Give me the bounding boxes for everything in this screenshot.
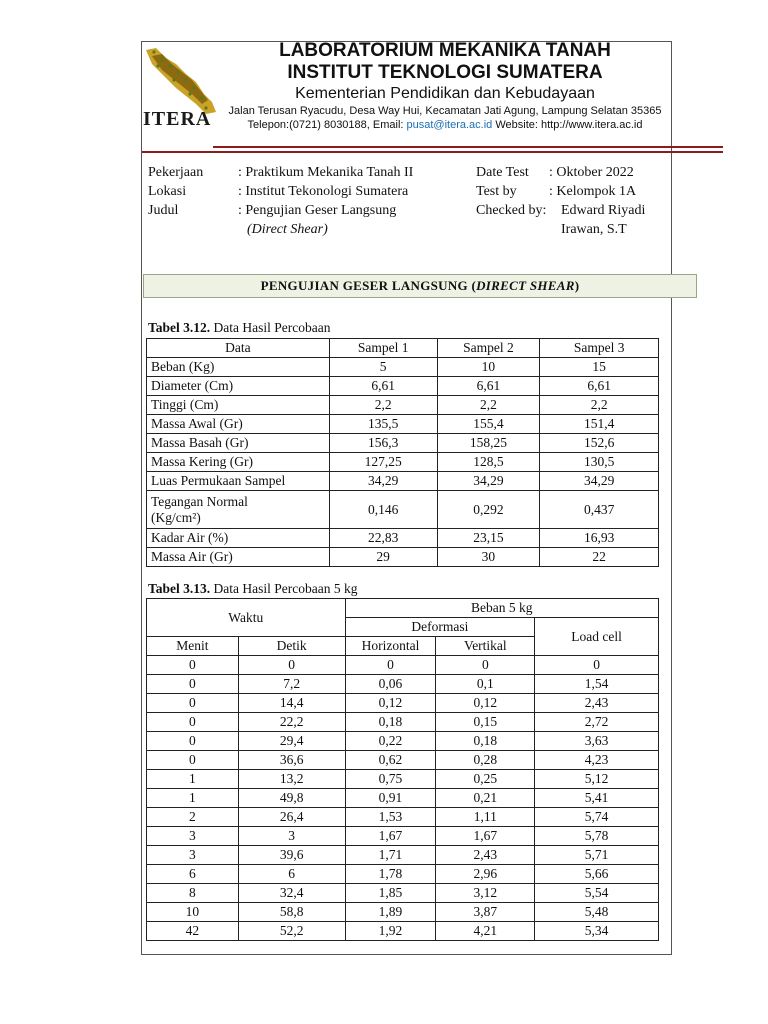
table-row — [147, 827, 659, 846]
cell: 5,48 — [535, 903, 659, 922]
cell: 1,71 — [345, 846, 436, 865]
itera-logo-text: ITERA — [143, 108, 212, 130]
checked-by-value: Edward Riyadi — [561, 203, 646, 218]
cell: 0 — [147, 694, 239, 713]
cell: 5,41 — [535, 789, 659, 808]
cell: 5,54 — [535, 884, 659, 903]
table-row — [147, 434, 659, 453]
cell: 22,83 — [329, 529, 437, 548]
table-row — [147, 415, 659, 434]
table-header-row — [147, 339, 659, 358]
checked-by-value-2: Irawan, S.T — [561, 222, 627, 237]
cell: 34,29 — [437, 472, 540, 491]
lokasi-value: : Institut Tekonologi Sumatera — [238, 184, 409, 199]
table-row — [147, 770, 659, 789]
banner-text-b: DIRECT SHEAR — [476, 278, 575, 293]
cell: 10 — [437, 358, 540, 377]
cell: 14,4 — [238, 694, 345, 713]
cell: 3 — [147, 846, 239, 865]
cell: 3,63 — [535, 732, 659, 751]
cell: 4,23 — [535, 751, 659, 770]
table1-caption-bold: Tabel 3.12. — [148, 320, 211, 335]
table-row — [147, 548, 659, 567]
menit-header: Menit — [147, 637, 239, 656]
cell: 0 — [147, 675, 239, 694]
cell: 34,29 — [329, 472, 437, 491]
table-row — [147, 846, 659, 865]
cell: 4,21 — [436, 922, 535, 941]
contact-line — [212, 119, 678, 131]
cell: 128,5 — [437, 453, 540, 472]
judul-value: : Pengujian Geser Langsung — [238, 203, 397, 218]
ministry-name: Kementerian Pendidikan dan Kebudayaan — [295, 85, 595, 102]
cell: 130,5 — [540, 453, 659, 472]
cell: 32,4 — [238, 884, 345, 903]
cell: 5,34 — [535, 922, 659, 941]
cell: 0 — [345, 656, 436, 675]
cell: 7,2 — [238, 675, 345, 694]
header-rule-top — [213, 146, 723, 148]
vertikal-header: Vertikal — [436, 637, 535, 656]
cell: 0,28 — [436, 751, 535, 770]
table-header-cell: Sampel 1 — [329, 339, 437, 358]
cell: 5,78 — [535, 827, 659, 846]
cell: 0 — [147, 732, 239, 751]
cell: 0,12 — [345, 694, 436, 713]
table-row — [147, 656, 659, 675]
cell: 0,15 — [436, 713, 535, 732]
cell: 1,67 — [345, 827, 436, 846]
cell: 13,2 — [238, 770, 345, 789]
test-by-value: : Kelompok 1A — [549, 184, 637, 199]
cell: 3 — [238, 827, 345, 846]
cell: 3,12 — [436, 884, 535, 903]
cell: 0 — [238, 656, 345, 675]
judul-label: Judul — [148, 203, 179, 218]
row-label: Massa Air (Gr) — [147, 548, 330, 567]
phone-text: Telepon:(0721) 8030188, Email: — [247, 119, 407, 131]
banner-text-c: ) — [574, 278, 580, 293]
table-row — [147, 529, 659, 548]
cell: 0,18 — [345, 713, 436, 732]
cell: 16,93 — [540, 529, 659, 548]
table-row — [147, 808, 659, 827]
cell: 52,2 — [238, 922, 345, 941]
judul-value-english: (Direct Shear) — [247, 222, 328, 237]
load-cell-header: Load cell — [535, 618, 659, 656]
cell: 6,61 — [437, 377, 540, 396]
cell: 23,15 — [437, 529, 540, 548]
banner-text-a: PENGUJIAN GESER LANGSUNG ( — [260, 278, 477, 293]
table-row — [147, 453, 659, 472]
cell: 0 — [147, 751, 239, 770]
cell: 42 — [147, 922, 239, 941]
cell: 5,12 — [535, 770, 659, 789]
table-row — [147, 472, 659, 491]
table-header-cell: Data — [147, 339, 330, 358]
cell: 152,6 — [540, 434, 659, 453]
cell: 6,61 — [540, 377, 659, 396]
cell: 2,43 — [436, 846, 535, 865]
cell: 0,146 — [329, 491, 437, 529]
test-by-label: Test by — [476, 184, 517, 199]
table-row — [147, 789, 659, 808]
row-label: Diameter (Cm) — [147, 377, 330, 396]
cell: 6,61 — [329, 377, 437, 396]
cell: 22,2 — [238, 713, 345, 732]
date-value: : Oktober 2022 — [549, 165, 634, 180]
row-label: Tinggi (Cm) — [147, 396, 330, 415]
email-link[interactable]: pusat@itera.ac.id — [406, 119, 493, 131]
lab-name: LABORATORIUM MEKANIKA TANAH — [279, 40, 611, 61]
cell: 1 — [147, 770, 239, 789]
table-row — [147, 732, 659, 751]
row-label: Massa Basah (Gr) — [147, 434, 330, 453]
cell: 39,6 — [238, 846, 345, 865]
cell: 5 — [329, 358, 437, 377]
cell: 0,18 — [436, 732, 535, 751]
waktu-header: Waktu — [147, 599, 346, 637]
table2-caption-bold: Tabel 3.13. — [148, 581, 211, 596]
table-row — [147, 396, 659, 415]
cell: 15 — [540, 358, 659, 377]
section-banner — [143, 274, 697, 298]
cell: 2,96 — [436, 865, 535, 884]
cell: 1,67 — [436, 827, 535, 846]
cell: 0,1 — [436, 675, 535, 694]
table-row — [147, 922, 659, 941]
beban-header: Beban 5 kg — [345, 599, 658, 618]
cell: 29 — [329, 548, 437, 567]
cell: 22 — [540, 548, 659, 567]
cell: 49,8 — [238, 789, 345, 808]
detik-header: Detik — [238, 637, 345, 656]
table1-caption-rest: Data Hasil Percobaan — [210, 320, 331, 335]
cell: 1,54 — [535, 675, 659, 694]
cell: 2,2 — [437, 396, 540, 415]
cell: 1,11 — [436, 808, 535, 827]
cell: 155,4 — [437, 415, 540, 434]
cell: 1,53 — [345, 808, 436, 827]
table-row — [147, 377, 659, 396]
table-row — [147, 903, 659, 922]
cell: 0,292 — [437, 491, 540, 529]
table-row — [147, 751, 659, 770]
row-label-tegangan — [147, 491, 330, 529]
table2-caption-rest: Data Hasil Percobaan 5 kg — [210, 581, 358, 596]
cell: 6 — [238, 865, 345, 884]
table2-body — [147, 656, 659, 941]
cell: 1,85 — [345, 884, 436, 903]
cell: 135,5 — [329, 415, 437, 434]
table2-caption — [148, 581, 357, 597]
cell: 3 — [147, 827, 239, 846]
cell: 5,66 — [535, 865, 659, 884]
cell: 0,25 — [436, 770, 535, 789]
row-label: Massa Awal (Gr) — [147, 415, 330, 434]
address: Jalan Terusan Ryacudu, Desa Way Hui, Kecamatan Jati Agung, Lampung Selatan 35365 — [228, 105, 662, 117]
cell: 2,2 — [540, 396, 659, 415]
row-label: Luas Permukaan Sampel — [147, 472, 330, 491]
cell: 26,4 — [238, 808, 345, 827]
cell: 0 — [436, 656, 535, 675]
table-row — [147, 884, 659, 903]
row-label: Kadar Air (%) — [147, 529, 330, 548]
cell: 0,22 — [345, 732, 436, 751]
cell: 5,71 — [535, 846, 659, 865]
cell: 127,25 — [329, 453, 437, 472]
tegangan-label: Tegangan Normal — [151, 493, 248, 509]
institute-name: INSTITUT TEKNOLOGI SUMATERA — [287, 62, 603, 83]
table-row — [147, 358, 659, 377]
cell: 10 — [147, 903, 239, 922]
table-row — [147, 675, 659, 694]
cell: 158,25 — [437, 434, 540, 453]
cell: 151,4 — [540, 415, 659, 434]
pekerjaan-value: : Praktikum Mekanika Tanah II — [238, 165, 414, 180]
table-hasil-5kg — [146, 598, 659, 941]
table-header-row — [147, 599, 659, 618]
cell: 0,21 — [436, 789, 535, 808]
table-row — [147, 694, 659, 713]
row-label: Massa Kering (Gr) — [147, 453, 330, 472]
cell: 29,4 — [238, 732, 345, 751]
table-row — [147, 491, 659, 529]
cell: 1,78 — [345, 865, 436, 884]
cell: 0,06 — [345, 675, 436, 694]
cell: 2,2 — [329, 396, 437, 415]
cell: 2,72 — [535, 713, 659, 732]
cell: 58,8 — [238, 903, 345, 922]
cell: 0 — [147, 656, 239, 675]
cell: 0,75 — [345, 770, 436, 789]
header-rule-bottom — [142, 151, 723, 153]
cell: 36,6 — [238, 751, 345, 770]
row-label: Beban (Kg) — [147, 358, 330, 377]
cell: 30 — [437, 548, 540, 567]
deformasi-header: Deformasi — [345, 618, 535, 637]
table-header-cell: Sampel 3 — [540, 339, 659, 358]
cell: 2,43 — [535, 694, 659, 713]
table-data-hasil — [146, 338, 659, 567]
cell: 3,87 — [436, 903, 535, 922]
tegangan-unit: (Kg/cm²) — [151, 509, 201, 525]
cell: 0 — [147, 713, 239, 732]
table-header-cell: Sampel 2 — [437, 339, 540, 358]
date-label: Date Test — [476, 165, 529, 180]
cell: 8 — [147, 884, 239, 903]
table-row — [147, 865, 659, 884]
cell: 34,29 — [540, 472, 659, 491]
table1-caption — [148, 320, 330, 336]
cell: 156,3 — [329, 434, 437, 453]
checked-by-label: Checked by: — [476, 203, 547, 218]
table-row — [147, 713, 659, 732]
horizontal-header: Horizontal — [345, 637, 436, 656]
cell: 0,62 — [345, 751, 436, 770]
cell: 0 — [535, 656, 659, 675]
cell: 6 — [147, 865, 239, 884]
lokasi-label: Lokasi — [148, 184, 187, 199]
cell: 5,74 — [535, 808, 659, 827]
cell: 1,89 — [345, 903, 436, 922]
cell: 1,92 — [345, 922, 436, 941]
cell: 0,12 — [436, 694, 535, 713]
cell: 0,91 — [345, 789, 436, 808]
website-text: Website: http://www.itera.ac.id — [492, 119, 643, 131]
pekerjaan-label: Pekerjaan — [148, 165, 204, 180]
cell: 0,437 — [540, 491, 659, 529]
cell: 1 — [147, 789, 239, 808]
cell: 2 — [147, 808, 239, 827]
